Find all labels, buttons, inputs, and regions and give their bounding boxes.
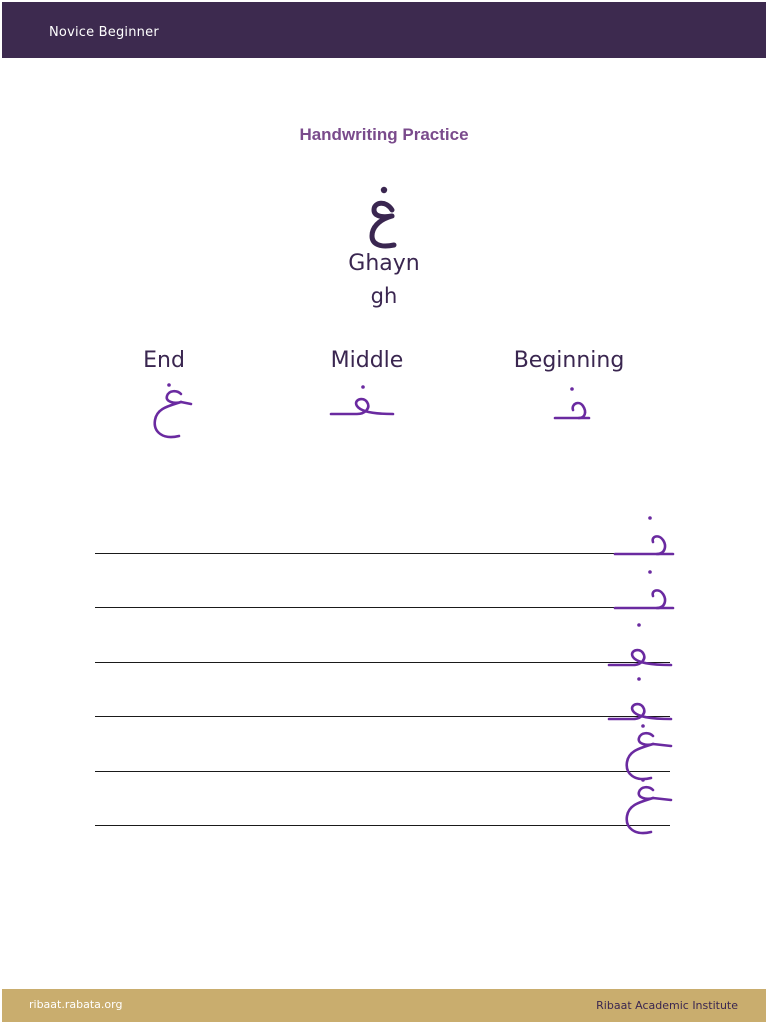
form-label-end: End <box>143 348 185 373</box>
practice-row <box>95 766 675 826</box>
form-label-beginning: Beginning <box>513 348 625 373</box>
practice-model-glyph-end <box>605 768 675 838</box>
letter-name: Ghayn <box>348 251 420 276</box>
writing-line[interactable] <box>95 825 670 826</box>
header-bar <box>2 2 766 58</box>
form-label-middle: Middle <box>330 348 404 373</box>
letter-transliteration: gh <box>370 284 398 308</box>
footer-website: ribaat.rabata.org <box>29 998 123 1011</box>
beginning-form-glyph <box>551 386 595 424</box>
footer-bar <box>2 989 766 1022</box>
ghayn-letter-glyph <box>334 182 434 252</box>
practice-row <box>95 494 675 554</box>
practice-row <box>95 712 675 772</box>
page-title: Handwriting Practice <box>299 125 469 144</box>
practice-row <box>95 603 675 663</box>
practice-row <box>95 548 675 608</box>
footer-institute: Ribaat Academic Institute <box>596 999 738 1012</box>
practice-row <box>95 657 675 717</box>
end-form-glyph <box>147 382 197 444</box>
middle-form-glyph <box>327 384 397 420</box>
level-label: Novice Beginner <box>49 25 159 40</box>
